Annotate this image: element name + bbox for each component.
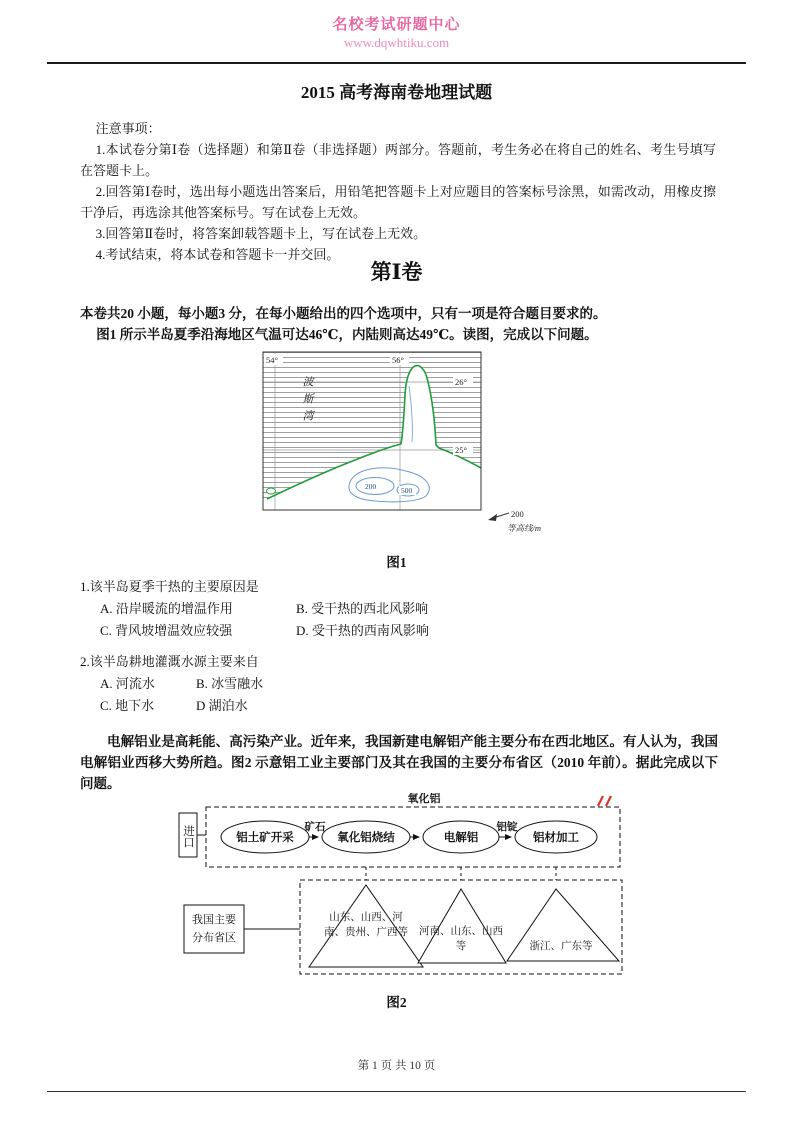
figure1-intro: 图1 所示半岛夏季沿海地区气温可达46℃，内陆则高达49℃。读图，完成以下问题。 (96, 327, 598, 342)
question-2 (80, 651, 720, 717)
stage-bauxite-mining: 铝土矿开采 (236, 832, 294, 844)
question-2-options (100, 673, 720, 717)
flow-label-ore: 矿石 (304, 822, 326, 833)
notice-item-1: 1.本试卷分第Ⅰ卷（选择题）和第Ⅱ卷（非选择题）两部分。答题前，考生务必在将自己的姓名、考生号填写在答题卡上。 (80, 142, 716, 178)
section-heading-volume1: 第Ⅰ卷 (370, 260, 423, 284)
stage-aluminium-processing: 铝材加工 (533, 832, 579, 844)
option-1d: D. 受干热的西南风影响 (296, 623, 429, 638)
grid-label-25: 25° (455, 445, 467, 455)
section-intro: 本卷共20 小题，每小题3 分，在每小题给出的四个选项中，只有一项是符合题目要求的。 (80, 306, 607, 321)
region-list-mining: 山东、山西、河南、贵州、广西等 (324, 912, 408, 938)
figure1-caption: 图1 (386, 555, 407, 570)
site-name: 名校考试研题中心 (332, 17, 461, 33)
import-label: 进口 (182, 824, 194, 848)
header-divider (47, 62, 746, 64)
notice-section (80, 118, 716, 265)
stage-alumina-sintering: 氧化铝烧结 (337, 832, 395, 844)
legend-value: 200 (511, 509, 524, 519)
option-1a: A. 沿岸暖流的增温作用 (100, 601, 233, 616)
notice-item-3: 3.回答第Ⅱ卷时，将答案卸载答题卡上，写在试卷上无效。 (95, 226, 427, 241)
option-1b: B. 受干热的西北风影响 (296, 601, 429, 616)
flow-label-alumina: 氧化铝 (407, 793, 441, 805)
question-1-stem: 1.该半岛夏季干热的主要原因是 (80, 579, 259, 594)
figure1-map (255, 350, 567, 547)
regions-box-label: 我国主要分布省区 (192, 914, 236, 944)
option-2a: A. 河流水 (100, 676, 155, 691)
option-2d: D 湖泊水 (196, 698, 248, 713)
option-2c: C. 地下水 (100, 698, 155, 713)
notice-item-4: 4.考试结束，将本试卷和答题卡一并交回。 (95, 247, 340, 262)
grid-label-26: 26° (455, 377, 467, 387)
site-url-link[interactable]: www.dqwhtiku.com (343, 35, 450, 50)
question-2-stem: 2.该半岛耕地灌溉水源主要来自 (80, 654, 259, 669)
region-list-alumina: 河南、山东、山西等 (419, 926, 503, 952)
notice-heading: 注意事项： (95, 121, 161, 136)
question-1-options (100, 598, 720, 642)
notice-item-2: 2.回答第Ⅰ卷时，选出每小题选出答案后，用铅笔把答题卡上对应题目的答案标号涂黑，如需改动，用橡皮擦干净后，再选涂其他答案标号。写在试卷上无效。 (80, 184, 716, 220)
page-title: 2015 高考海南卷地理试题 (300, 83, 493, 102)
contour-label-200: 200 (365, 482, 377, 491)
vertical-dashed-connectors (366, 867, 556, 880)
footer-divider (47, 1091, 746, 1092)
region-list-processing: 浙江、广东等 (529, 941, 593, 952)
sea-label-persian-gulf: 波斯湾 (301, 376, 313, 427)
figure2-diagram (0, 793, 793, 988)
passage-aluminium: 电解铝业是高耗能、高污染产业。近年来，我国新建电解铝产能主要分布在西北地区。有人认为，我国电解铝业西移大势所趋。图2 示意铝工业主要部门及其在我国的主要分布省区（2010 年前）。据此完成以下问题。 (80, 734, 718, 791)
page-number: 第 1 页 共 10 页 (357, 1060, 436, 1072)
map-legend (488, 509, 541, 533)
option-2b: B. 冰雪融水 (196, 676, 264, 691)
option-1c: C. 背风坡增温效应较强 (100, 623, 233, 638)
grid-label-56: 56° (392, 355, 404, 365)
grid-label-54: 54° (266, 355, 278, 365)
figure2-caption: 图2 (386, 995, 407, 1010)
figure2-diagram-svg (0, 793, 660, 983)
contour-label-500: 500 (401, 486, 413, 495)
stage-electrolytic-aluminium: 电解铝 (443, 832, 479, 844)
flow-label-ingot: 铝锭 (496, 822, 518, 833)
small-island (267, 488, 276, 494)
red-check-annotation (598, 796, 611, 806)
question-1 (80, 576, 720, 642)
legend-text: 等高线/m (507, 523, 542, 533)
